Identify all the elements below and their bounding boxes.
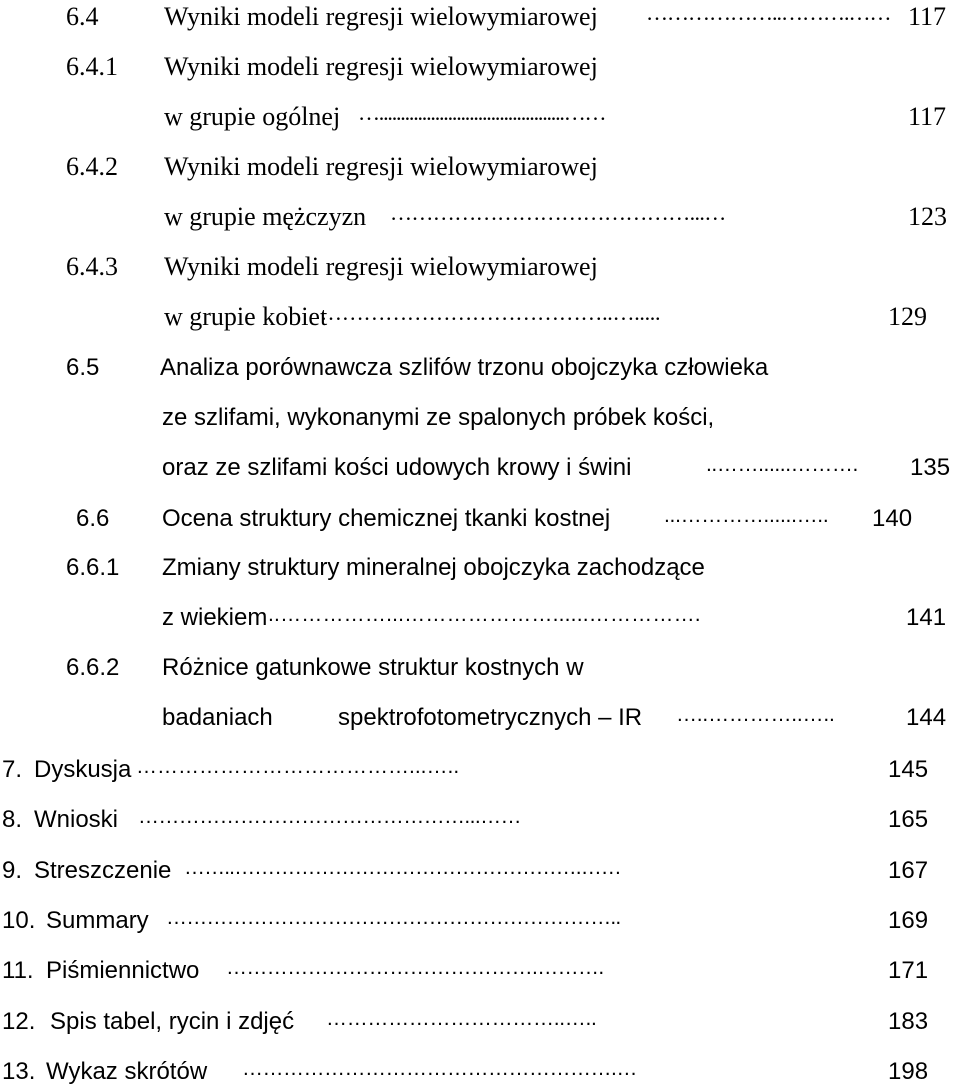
toc-leader: ………………………………………………………….. bbox=[166, 906, 621, 929]
toc-leader: ..……………...…………………......……………. bbox=[268, 603, 701, 626]
toc-page: 123 bbox=[908, 202, 947, 231]
toc-page: 183 bbox=[888, 1008, 929, 1035]
toc-title: Dyskusja bbox=[34, 756, 132, 783]
toc-leader: …………………………………..…..... bbox=[320, 300, 661, 325]
toc-title: Wykaz skrótów bbox=[46, 1058, 208, 1085]
toc-number: 6.6.1 bbox=[66, 554, 120, 581]
toc-title: Piśmiennictwo bbox=[46, 957, 200, 984]
toc-leader: ………………..……….…… bbox=[646, 0, 891, 25]
toc-leader: ……………………………..….. bbox=[326, 1007, 597, 1030]
toc-number: 10. bbox=[2, 907, 36, 934]
toc-title: Spis tabel, rycin i zdjęć bbox=[50, 1008, 295, 1035]
toc-title: w grupie ogólnej bbox=[164, 102, 341, 131]
toc-title: badaniach bbox=[162, 704, 273, 731]
toc-page: 167 bbox=[888, 857, 929, 884]
toc-leader: ……………………………………...… bbox=[390, 200, 726, 225]
toc-number: 11. bbox=[2, 957, 34, 984]
toc-page: 144 bbox=[906, 704, 947, 731]
toc-number: 8. bbox=[2, 806, 23, 833]
toc-number: 6.4.2 bbox=[66, 152, 118, 181]
toc-title: w grupie kobiet bbox=[164, 302, 328, 331]
toc-title: Wyniki modeli regresji wielowymiarowej bbox=[164, 252, 598, 281]
toc-title: Analiza porównawcza szlifów trzonu obojczyka człowieka bbox=[160, 354, 769, 381]
toc-page: 198 bbox=[888, 1058, 929, 1085]
toc-page: 129 bbox=[888, 302, 927, 331]
toc-number: 6.6 bbox=[76, 505, 110, 532]
toc-leader: ……..…………………………………………….…… bbox=[184, 856, 621, 879]
toc-page: 165 bbox=[888, 806, 929, 833]
toc-page: 169 bbox=[888, 907, 929, 934]
toc-title: w grupie mężczyzn bbox=[164, 202, 367, 231]
toc-number: 7. bbox=[2, 756, 23, 783]
toc-leader: …...........................................…… bbox=[358, 100, 606, 125]
toc-title: Ocena struktury chemicznej tkanki kostnej bbox=[162, 505, 611, 532]
toc-title: Streszczenie bbox=[34, 857, 172, 884]
toc-title-continued: spektrofotometrycznych – IR bbox=[338, 704, 643, 731]
toc-number: 13. bbox=[2, 1058, 36, 1085]
toc-page: 117 bbox=[908, 102, 947, 131]
toc-page: 141 bbox=[906, 604, 947, 631]
toc-number: 6.4.3 bbox=[66, 252, 118, 281]
toc-page: 135 bbox=[910, 454, 951, 481]
toc-title: ze szlifami, wykonanymi ze spalonych próbek kości, bbox=[162, 404, 715, 431]
toc-leader: …..…………..….. bbox=[676, 703, 835, 726]
toc-title: Zmiany struktury mineralnej obojczyka zachodzące bbox=[162, 554, 705, 581]
toc-title: Wnioski bbox=[34, 806, 119, 833]
toc-number: 6.4.1 bbox=[66, 52, 118, 81]
toc-title: Wyniki modeli regresji wielowymiarowej bbox=[164, 2, 598, 31]
toc-title: Summary bbox=[46, 907, 149, 934]
toc-leader: …………………………………………...…… bbox=[138, 805, 521, 828]
toc-title: Wyniki modeli regresji wielowymiarowej bbox=[164, 152, 598, 181]
toc-number: 6.4 bbox=[66, 2, 99, 31]
toc-leader: ……………………………………………….… bbox=[242, 1057, 637, 1080]
toc-leader: ...…………......….. bbox=[664, 504, 829, 527]
toc-title: oraz ze szlifami kości udowych krowy i świni bbox=[162, 454, 632, 481]
toc-leader: ..……......………. bbox=[706, 453, 858, 476]
toc-title: Wyniki modeli regresji wielowymiarowej bbox=[164, 52, 598, 81]
toc-page: 171 bbox=[888, 957, 929, 984]
toc-number: 6.5 bbox=[66, 354, 100, 381]
toc-title: z wiekiem bbox=[162, 604, 268, 631]
toc-leader: …………………………………...….. bbox=[136, 755, 460, 778]
toc-page: 145 bbox=[888, 756, 929, 783]
toc-number: 12. bbox=[2, 1008, 36, 1035]
toc-title: Różnice gatunkowe struktur kostnych w bbox=[162, 654, 584, 681]
toc-number: 9. bbox=[2, 857, 23, 884]
toc-page: 117 bbox=[908, 2, 947, 31]
toc-number: 6.6.2 bbox=[66, 654, 120, 681]
toc-leader: ……………………………………….………. bbox=[226, 956, 604, 979]
toc-page: 140 bbox=[872, 505, 913, 532]
